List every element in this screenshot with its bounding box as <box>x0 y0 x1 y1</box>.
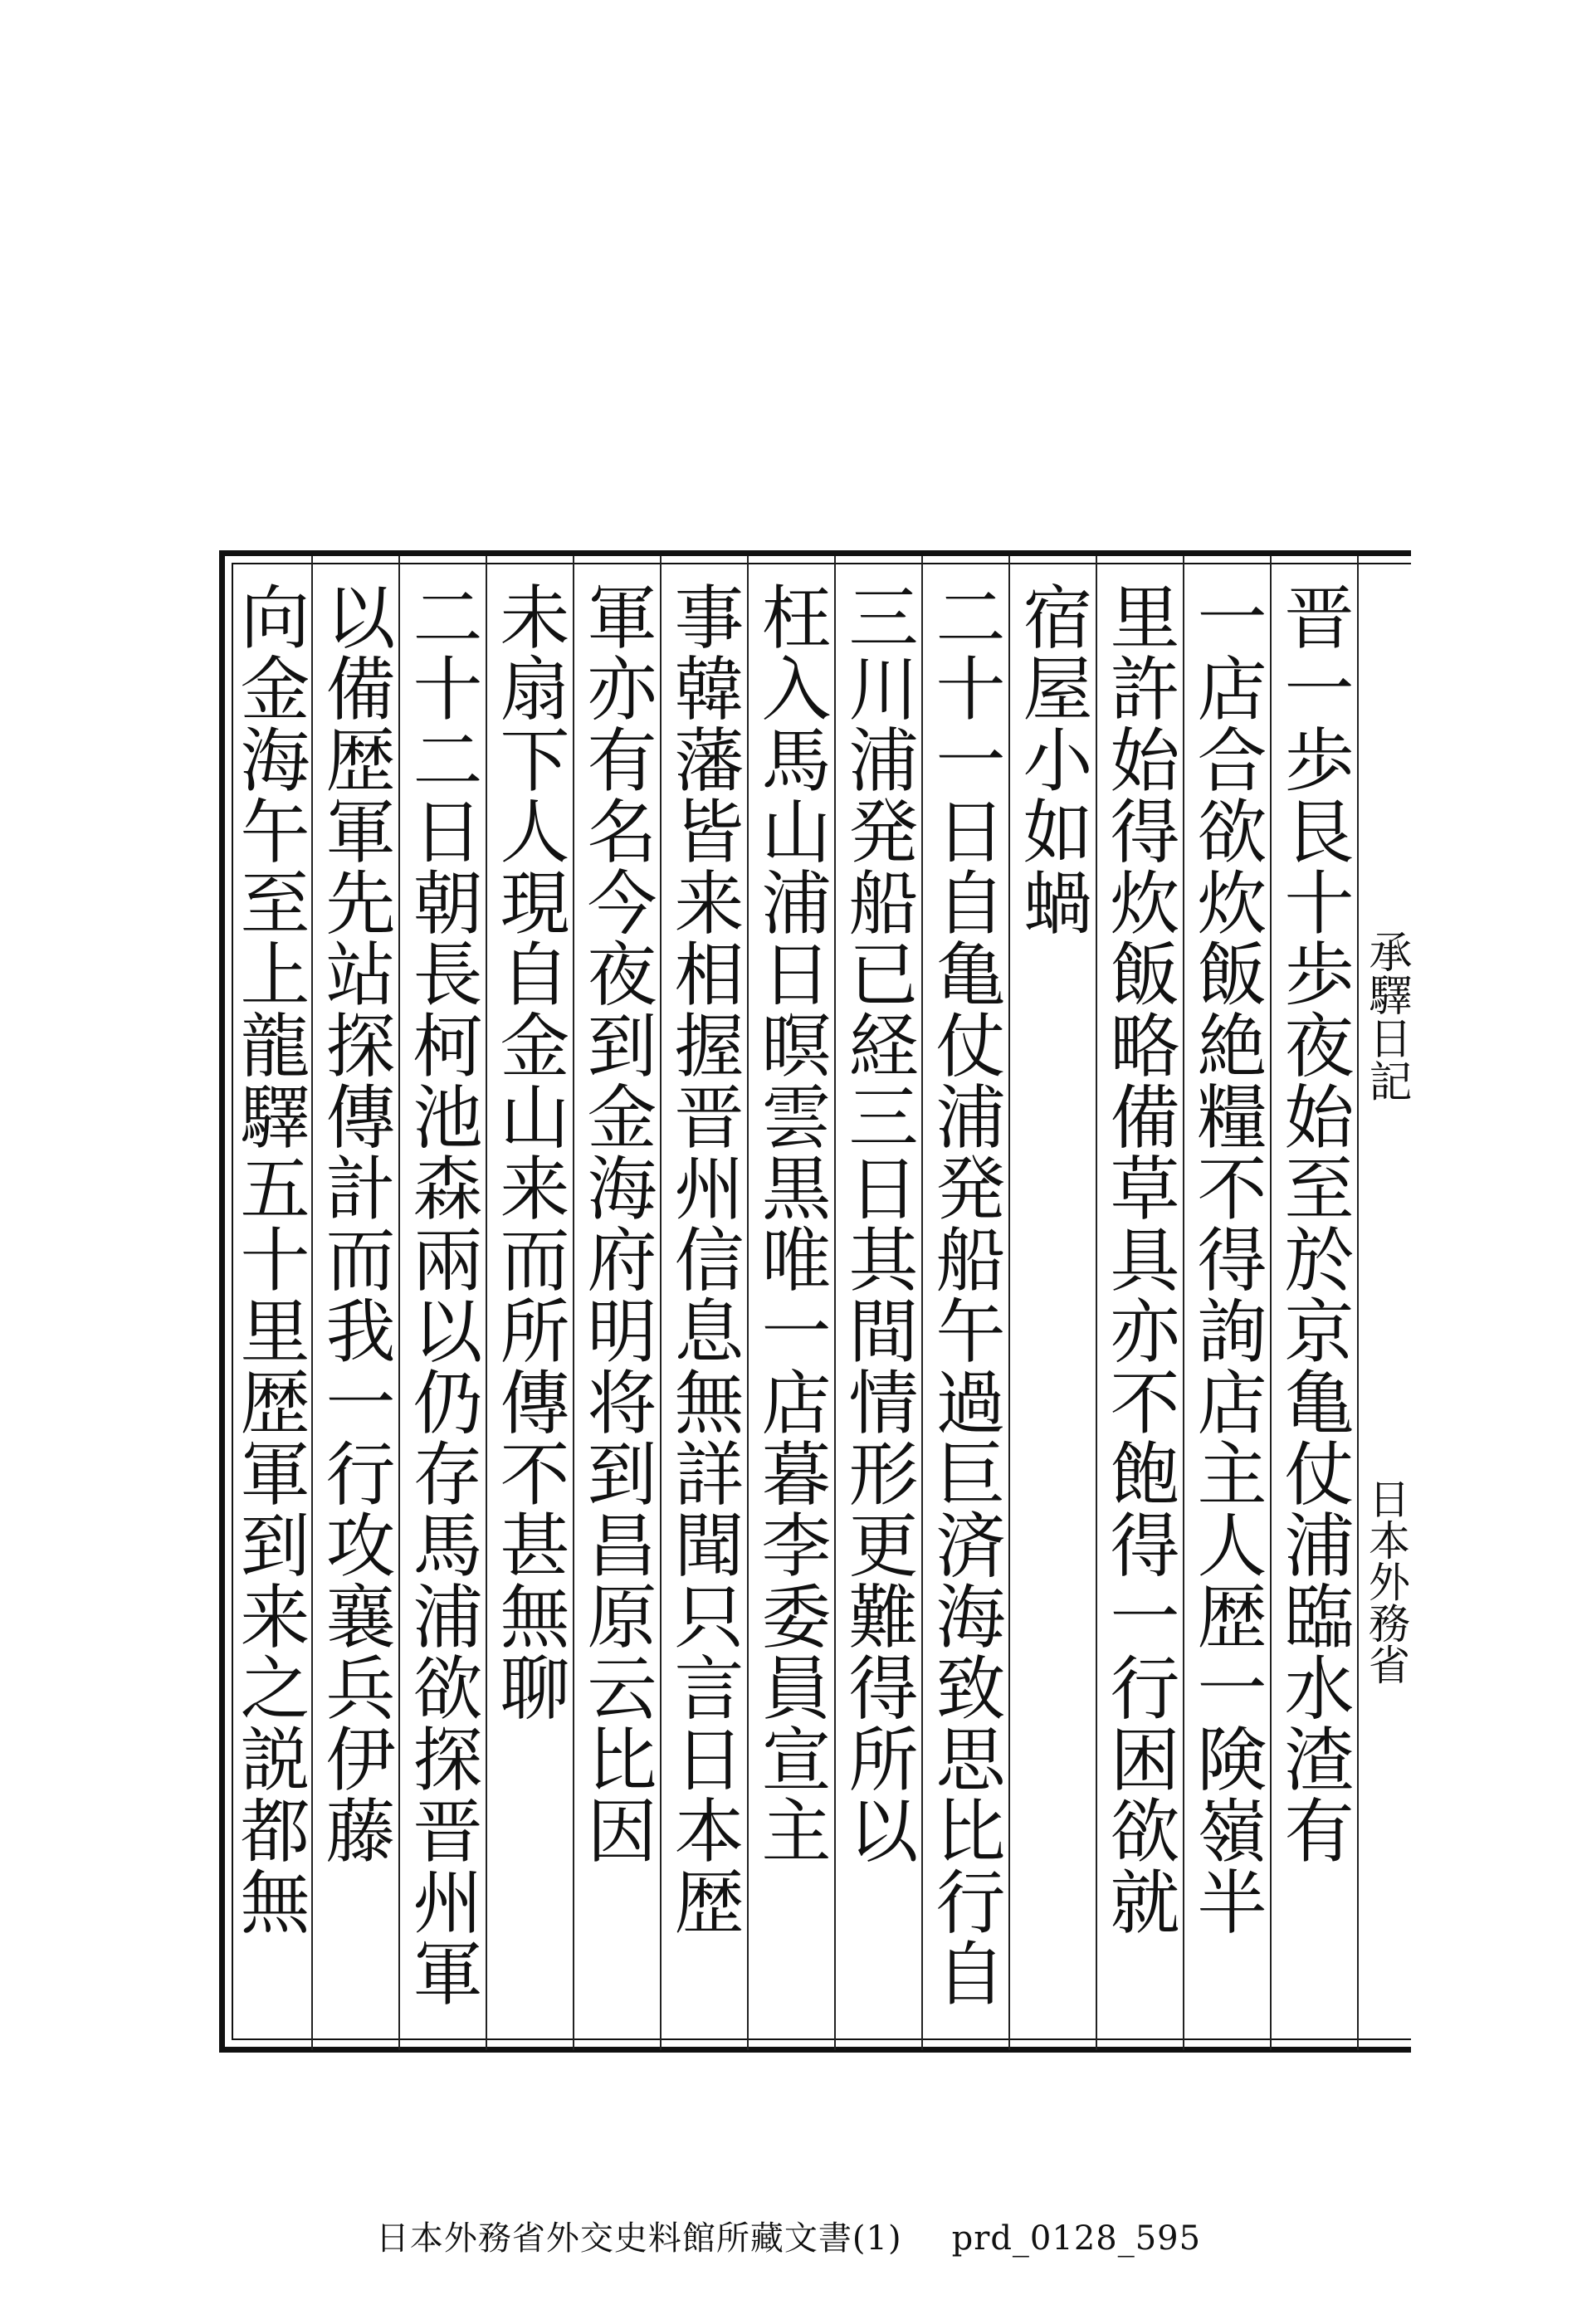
text-column: 宿屋小如蝸 <box>1012 581 1093 938</box>
text-column: 三川浦発船已経三日其間情形更難得所以 <box>837 581 919 1866</box>
margin-title: 承驛日記 <box>1361 930 1411 1102</box>
footer-source: 日本外務省外交史料館所藏文書(1) <box>375 2219 902 2258</box>
page-footer <box>0 2212 1577 2259</box>
column-rule <box>311 556 313 2050</box>
column-rule <box>1096 556 1097 2050</box>
text-column: 二十二日朝長柯池森兩以仍存馬浦欲探晋州軍 <box>402 581 483 2009</box>
text-column: 向金海午至上龍驛五十里歴軍到来之説都無 <box>229 581 310 1937</box>
column-rule <box>1357 556 1359 2050</box>
text-column: 未扇下人現自金山来而所傳不甚無聊 <box>489 581 570 1723</box>
text-column: 事韓藩皆来相握晋州信息無詳聞只言日本歴 <box>663 581 745 1937</box>
column-rule <box>1183 556 1184 2050</box>
margin-label: 日本外務省 <box>1362 1477 1410 1685</box>
column-rule <box>398 556 400 2050</box>
text-column: 二十一日自亀仗浦発船午過巨済海致思比行自 <box>925 581 1006 2009</box>
text-column: 一店合欲炊飯絶糧不得詢店主人歴一険嶺半 <box>1186 581 1267 1937</box>
frame-inner-bottom-rule <box>232 2038 1411 2040</box>
column-rule <box>486 556 487 2050</box>
text-column: 枉入馬山浦日暝雲黒唯一店暮李委員宣主 <box>750 581 832 1866</box>
column-rule <box>921 556 923 2050</box>
column-rule <box>747 556 749 2050</box>
column-rule <box>1008 556 1010 2050</box>
text-column: 軍亦有名今夜到金海府明将到昌原云比因 <box>576 581 657 1866</box>
text-column: 晋一歩艮十歩夜始至於京亀仗浦臨水渣有 <box>1273 581 1355 1866</box>
text-column: 以備歴軍先站探傳計而我一行攻襄兵伊藤 <box>315 581 396 1866</box>
column-rule <box>660 556 662 2050</box>
footer-id: prd_0128_595 <box>951 2219 1202 2258</box>
column-rule <box>1270 556 1272 2050</box>
text-column: 里許始得炊飯略備草具亦不飽得一行困欲就 <box>1099 581 1180 1937</box>
column-rule <box>573 556 574 2050</box>
frame-inner-top-rule <box>232 563 1411 564</box>
column-rule <box>834 556 836 2050</box>
